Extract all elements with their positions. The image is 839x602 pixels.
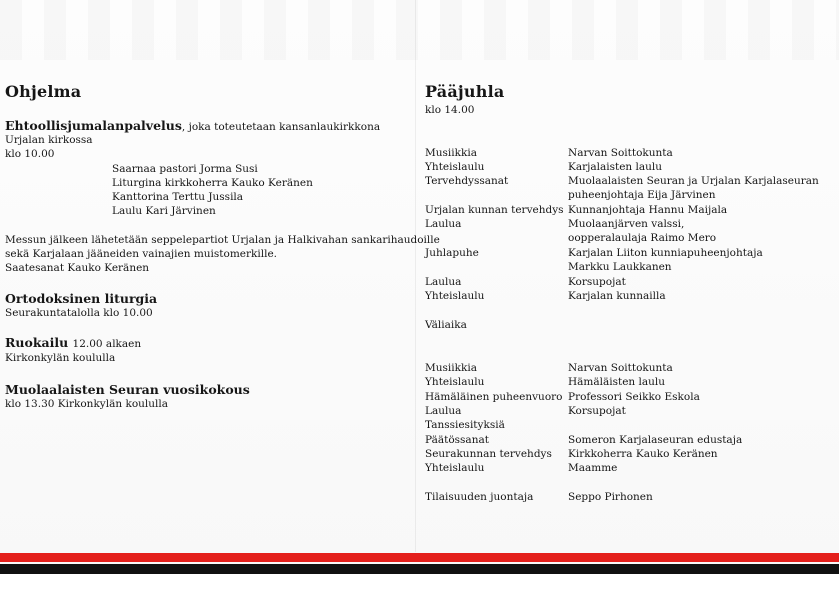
program-label: Seurakunnan tervehdys [425,448,552,460]
service-after-line: Saatesanat Kauko Keränen [5,262,150,274]
program-label: Laulua [425,405,462,417]
program-label: Yhteislaulu [425,290,485,302]
program-label: Yhteislaulu [425,462,485,474]
host-label: Tilaisuuden juontaja [425,491,534,503]
program-value: Karjalan Liiton kunniapuheenjohtaja [568,247,763,259]
lunch-title: Ruokailu [5,335,69,350]
program-value: Kirkkoherra Kauko Keränen [568,448,718,460]
red-stripe [0,553,839,562]
top-watermark-pattern [0,0,839,60]
program-value: puheenjohtaja Eija Järvinen [568,189,716,201]
main-event-time: klo 14.00 [425,104,475,116]
service-suffix: , joka toteutetaan kansanlaukirkkona [181,121,381,133]
program-value: Muolaanjärven valssi, [568,218,685,230]
service-place: Urjalan kirkossa [5,134,93,146]
program-value: oopperalaulaja Raimo Mero [568,232,717,244]
lunch-time: 12.00 alkaen [72,338,142,350]
service-role: Laulu Kari Järvinen [112,205,216,217]
program-value: Muolaalaisten Seuran ja Urjalan Karjalaseuran [568,175,819,187]
service-after-line: Messun jälkeen lähetetään seppelepartiot Urjalan ja Halkivahan sankarihaudoille [5,234,440,246]
program-label: Laulua [425,218,462,230]
program-label: Musiikkia [425,362,477,374]
service-role: Kanttorina Terttu Jussila [112,191,244,203]
program-label: Yhteislaulu [425,376,485,388]
program-value: Markku Laukkanen [568,261,672,273]
meeting-detail: klo 13.30 Kirkonkylän koululla [5,398,169,410]
service-heading [5,118,380,133]
center-fold [415,0,416,552]
program-label: Tervehdyssanat [425,175,509,187]
program-label: Päätössanat [425,434,489,446]
lunch-heading [5,335,141,350]
program-value: Narvan Soittokunta [568,147,673,159]
lunch-place: Kirkonkylän koululla [5,352,116,364]
program-label: Juhlapuhe [425,247,479,259]
program-value: Karjalaisten laulu [568,161,663,173]
program-label: Yhteislaulu [425,161,485,173]
program-title: Ohjelma [5,82,82,101]
liturgy-detail: Seurakuntatalolla klo 10.00 [5,307,153,319]
program-label: Laulua [425,276,462,288]
program-label: Musiikkia [425,147,477,159]
program-value: Maamme [568,462,618,474]
program-label: Hämäläinen puheenvuoro [425,391,563,403]
program-value: Karjalan kunnailla [568,290,666,302]
service-role: Liturgina kirkkoherra Kauko Keränen [112,177,313,189]
host-value: Seppo Pirhonen [568,491,653,503]
program-value: Korsupojat [568,405,626,417]
meeting-heading: Muolaalaisten Seuran vuosikokous [5,382,250,397]
white-stripe [0,574,839,602]
program-value: Professori Seikko Eskola [568,391,700,403]
program-value: Hämäläisten laulu [568,376,666,388]
program-value: Kunnanjohtaja Hannu Maijala [568,204,728,216]
liturgy-heading: Ortodoksinen liturgia [5,291,158,306]
program-value: Narvan Soittokunta [568,362,673,374]
service-time: klo 10.00 [5,148,55,160]
program-value: Korsupojat [568,276,626,288]
program-value: Someron Karjalaseuran edustaja [568,434,743,446]
footer-stripes [0,553,839,602]
service-role: Saarnaa pastori Jorma Susi [112,163,258,175]
main-event-title: Pääjuhla [425,82,505,101]
service-name: Ehtoollisjumalanpalvelus [5,118,182,133]
intermission: Väliaika [425,319,467,331]
service-after-line: sekä Karjalaan jääneiden vainajien muistomerkille. [5,248,278,260]
program-label: Tanssiesityksiä [425,419,505,431]
black-stripe [0,564,839,574]
program-label: Urjalan kunnan tervehdys [425,204,564,216]
